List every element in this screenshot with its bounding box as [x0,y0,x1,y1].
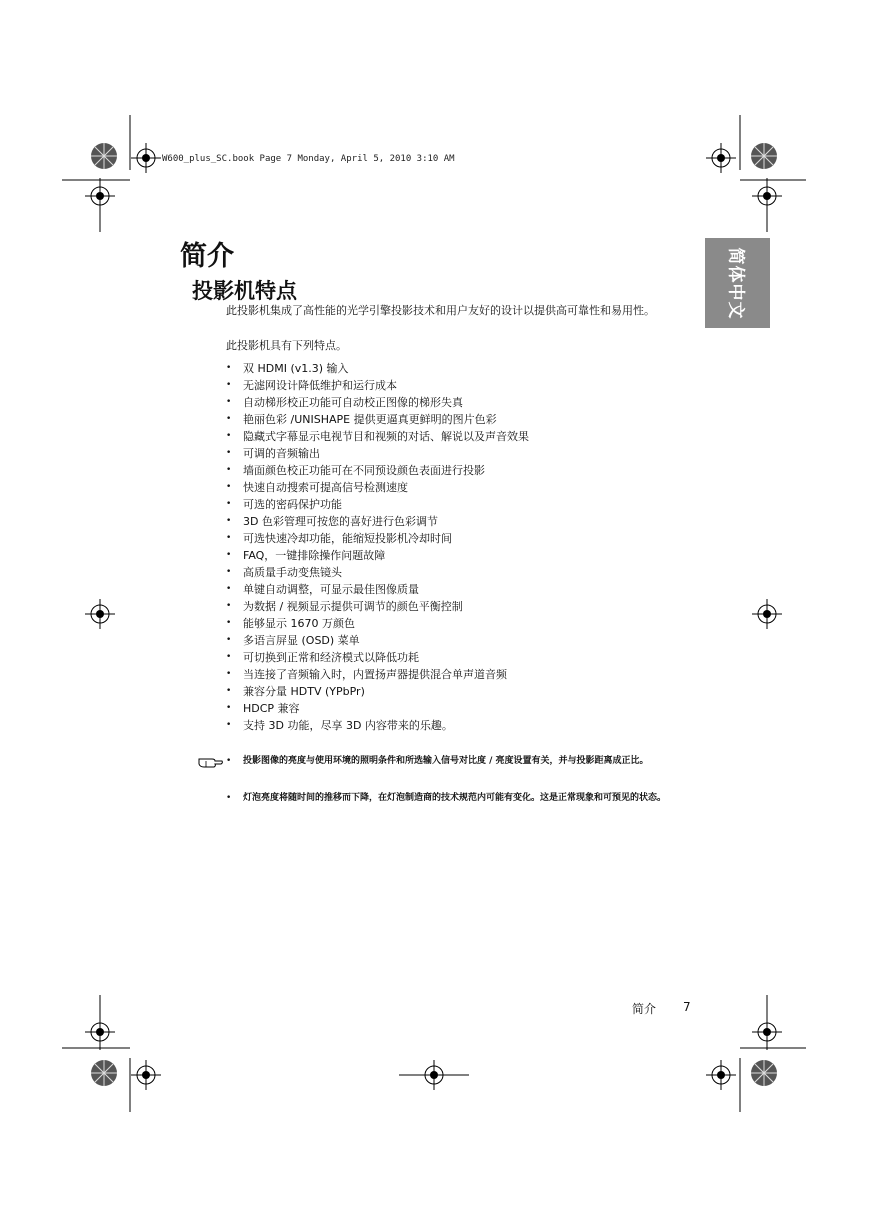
note-item: • 灯泡亮度将随时间的推移而下降，在灯泡制造商的技术规范内可能有变化。这是正常现象和可预见的状态。 [226,792,698,804]
list-item: • 可选快速冷却功能，能缩短投影机冷却时间 [226,530,676,547]
registration-target-icon [85,181,115,211]
list-item: • 可调的音频输出 [226,445,676,462]
registration-target-icon [85,1017,115,1047]
list-item: • 多语言屏显 (OSD) 菜单 [226,632,676,649]
list-item: • HDCP 兼容 [226,700,676,717]
registration-target-icon [752,1017,782,1047]
footer-section: 简介 [632,1002,657,1016]
registration-target-icon [85,599,115,629]
section-title: 投影机特点 [192,279,297,303]
registration-target-icon [131,1060,161,1090]
list-item: • 兼容分量 HDTV (YPbPr) [226,683,676,700]
list-item: • 当连接了音频输入时，内置扬声器提供混合单声道音频 [226,666,676,683]
list-item: • 3D 色彩管理可按您的喜好进行色彩调节 [226,513,676,530]
registration-target-icon [752,599,782,629]
list-item: • 艳丽色彩 /UNISHAPE 提供更逼真更鲜明的图片色彩 [226,411,676,428]
list-item: • 为数据 / 视频显示提供可调节的颜色平衡控制 [226,598,676,615]
feature-list [226,360,676,734]
list-item: • FAQ，一键排除操作问题故障 [226,547,676,564]
page-title: 简介 [180,241,234,272]
list-item: • 可切换到正常和经济模式以降低功耗 [226,649,676,666]
list-item: • 单键自动调整，可显示最佳图像质量 [226,581,676,598]
intro-paragraph-2: 此投影机具有下列特点。 [226,339,347,352]
registration-target-icon [131,143,161,173]
starburst-mark-icon [750,142,778,170]
list-item: • 高质量手动变焦镜头 [226,564,676,581]
list-item: • 隐藏式字幕显示电视节目和视频的对话、解说以及声音效果 [226,428,676,445]
list-item: • 双 HDMI (v1.3) 输入 [226,360,676,377]
list-item: • 支持 3D 功能，尽享 3D 内容带来的乐趣。 [226,717,676,734]
intro-paragraph: 此投影机集成了高性能的光学引擎投影技术和用户友好的设计以提供高可靠性和易用性。 [226,304,655,317]
print-slug: W600_plus_SC.book Page 7 Monday, April 5, 2010 3:10 AM [162,154,455,164]
language-side-tab [705,238,770,328]
registration-target-icon [752,181,782,211]
starburst-mark-icon [90,142,118,170]
registration-target-icon [706,143,736,173]
registration-target-icon [399,1060,469,1090]
list-item: • 可选的密码保护功能 [226,496,676,513]
registration-target-icon [706,1060,736,1090]
page-number: 7 [683,1000,691,1014]
note-hand-icon [198,756,224,770]
starburst-mark-icon [750,1059,778,1087]
list-item: • 无滤网设计降低维护和运行成本 [226,377,676,394]
list-item: • 墙面颜色校正功能可在不同预设颜色表面进行投影 [226,462,676,479]
note-item: • 投影图像的亮度与使用环境的照明条件和所选输入信号对比度 / 亮度设置有关，并与投影距离成正比。 [226,755,698,767]
list-item: • 自动梯形校正功能可自动校正图像的梯形失真 [226,394,676,411]
starburst-mark-icon [90,1059,118,1087]
side-tab-label: 简体中文 [725,247,745,319]
list-item: • 能够显示 1670 万颜色 [226,615,676,632]
list-item: • 快速自动搜索可提高信号检测速度 [226,479,676,496]
